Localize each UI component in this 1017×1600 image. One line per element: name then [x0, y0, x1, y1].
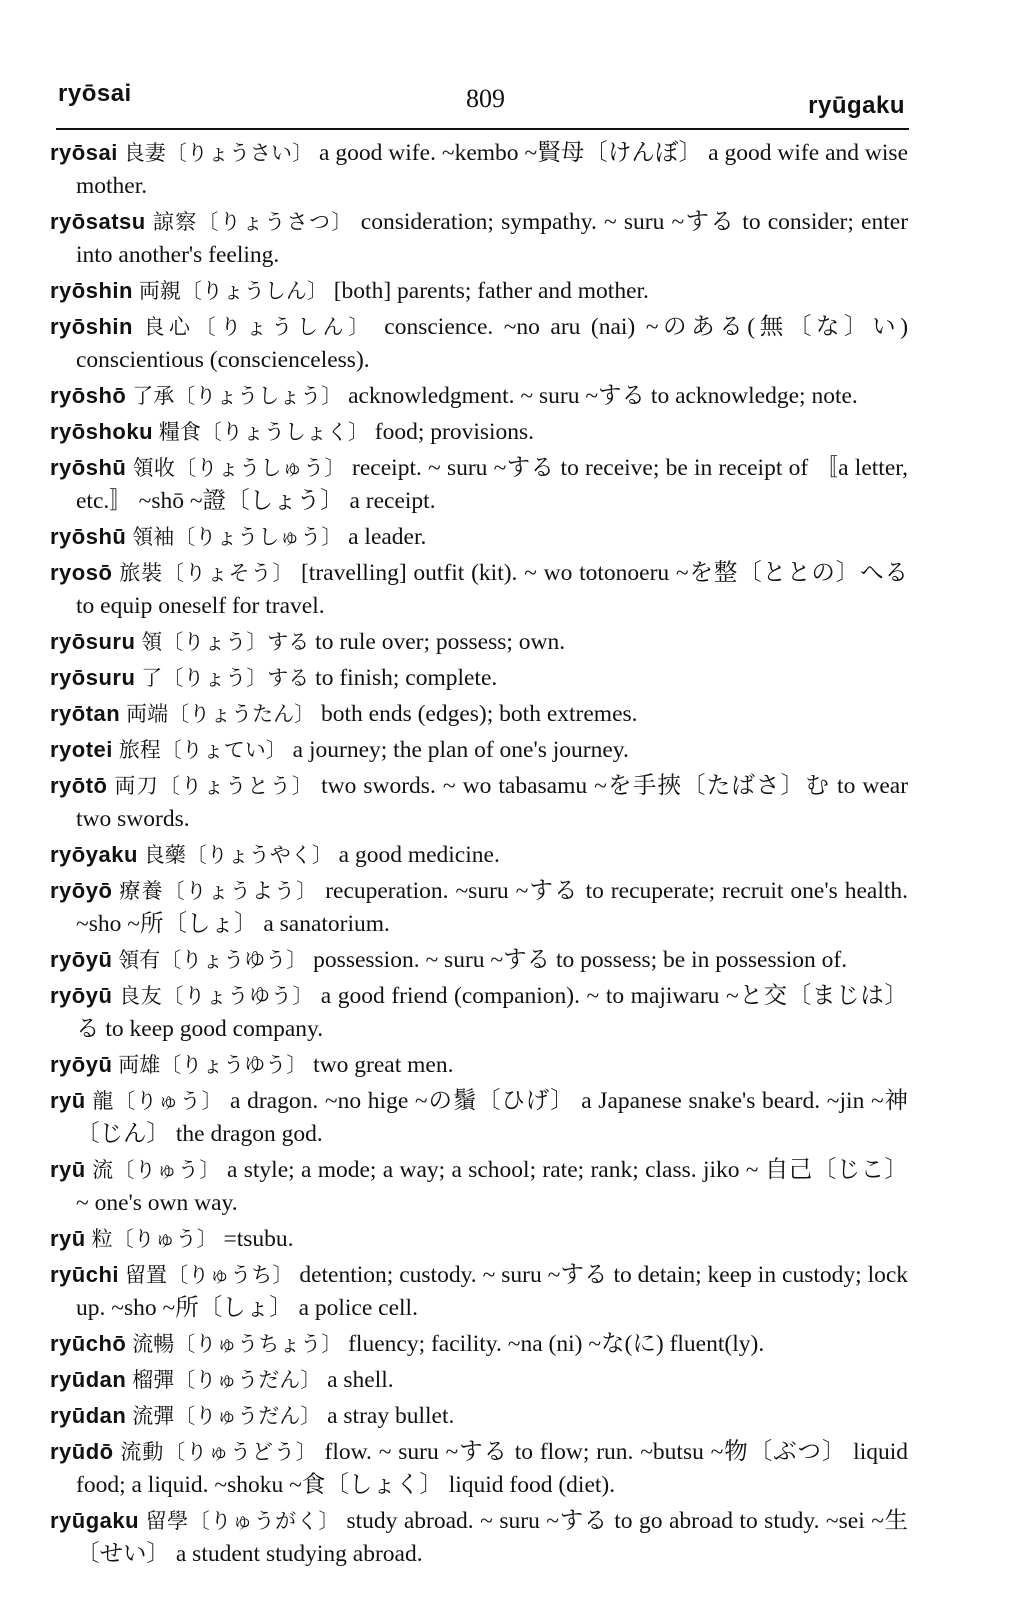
entry [50, 1048, 908, 1082]
headword: ryūchō [50, 1331, 127, 1356]
definition: receipt. ~ suru ~する to receive; be in receipt of 〚a letter, etc.〛 ~shō ~證〔しょう〕 a receipt. [76, 455, 909, 514]
kanji-reading: 両端〔りょうたん〕 [126, 702, 316, 726]
entry [50, 1435, 908, 1502]
kanji-reading: 粒〔りゅう〕 [91, 1227, 218, 1251]
entry [50, 379, 908, 413]
entry-list [50, 136, 908, 1573]
definition: to rule over; possess; own. [315, 629, 566, 655]
headword: ryōshin [50, 314, 133, 339]
kanji-reading: 流暢〔りゅうちょう〕 [132, 1332, 343, 1356]
entry [50, 1258, 908, 1325]
headword: ryōshū [50, 455, 127, 480]
kanji-reading: 流動〔りゅうどう〕 [120, 1440, 318, 1464]
kanji-reading: 良友〔りょうゆう〕 [119, 984, 315, 1008]
entry [50, 310, 908, 377]
definition: a dragon. ~no hige ~の鬚〔ひげ〕 a Japanese snake's beard. ~jin ~神〔じん〕 the dragon god. [76, 1088, 909, 1147]
definition: possession. ~ suru ~する to possess; be in possession of. [313, 947, 848, 973]
entry [50, 943, 908, 977]
definition: two great men. [313, 1052, 454, 1078]
kanji-reading: 良藥〔りょうやく〕 [143, 843, 333, 867]
entry [50, 451, 908, 518]
headword: ryōtan [50, 701, 121, 726]
entry [50, 1399, 908, 1433]
kanji-reading: 龍〔りゅう〕 [92, 1089, 224, 1113]
entry [50, 274, 908, 308]
definition: fluency; facility. ~na (ni) ~な(に) fluent(ly). [348, 1331, 765, 1357]
definition: both ends (edges); both extremes. [321, 701, 638, 727]
header-left-guide-word: ryōsai [58, 80, 132, 107]
headword: ryōtō [50, 773, 108, 798]
headword: ryūchi [50, 1262, 120, 1287]
definition: [both] parents; father and mother. [333, 278, 649, 304]
headword: ryū [50, 1088, 86, 1113]
headword: ryūdō [50, 1439, 114, 1464]
definition: detention; custody. ~ suru ~する to detain; keep in custody; lock up. ~sho ~所〔しょ〕 a police cell. [76, 1262, 909, 1321]
definition: food; provisions. [374, 419, 535, 445]
headword: ryōshō [50, 383, 127, 408]
headword: ryōsatsu [50, 209, 146, 234]
definition: a journey; the plan of one's journey. [292, 737, 629, 763]
kanji-reading: 旅程〔りょてい〕 [118, 738, 287, 762]
definition: a good friend (companion). ~ to majiwaru ~と交〔まじは〕る to keep good company. [76, 983, 909, 1042]
headword: ryōsuru [50, 665, 136, 690]
headword: ryōyaku [50, 842, 138, 867]
kanji-reading: 良妻〔りょうさい〕 [123, 141, 314, 165]
headword: ryūgaku [50, 1508, 140, 1533]
kanji-reading: 了〔りょう〕する [141, 666, 310, 690]
kanji-reading: 領〔りょう〕する [141, 630, 310, 654]
kanji-reading: 療養〔りょうよう〕 [119, 879, 319, 903]
headword: ryūdan [50, 1367, 127, 1392]
entry [50, 1327, 908, 1361]
entry [50, 1363, 908, 1397]
headword: ryūdan [50, 1403, 127, 1428]
headword: ryū [50, 1226, 86, 1251]
entry [50, 838, 908, 872]
kanji-reading: 諒察〔りょうさつ〕 [152, 210, 354, 234]
headword: ryū [50, 1157, 86, 1182]
entry [50, 1153, 908, 1220]
kanji-reading: 留學〔りゅうがく〕 [145, 1509, 340, 1533]
kanji-reading: 領有〔りょうゆう〕 [118, 948, 308, 972]
kanji-reading: 流〔りゅう〕 [92, 1158, 221, 1182]
header-right-guide-word: ryūgaku [808, 92, 905, 119]
kanji-reading: 両刀〔りょうとう〕 [114, 774, 315, 798]
page-number: 809 [466, 84, 505, 113]
entry [50, 520, 908, 554]
entry [50, 1504, 908, 1571]
kanji-reading: 糧食〔りょうしょく〕 [158, 420, 369, 444]
entry [50, 205, 908, 272]
entry [50, 979, 908, 1046]
headword: ryōyū [50, 983, 113, 1008]
definition: a good medicine. [338, 842, 500, 868]
definition: [travelling] outfit (kit). ~ wo totonoeru ~を整〔ととの〕へる to equip oneself for travel. [76, 560, 909, 619]
entry [50, 733, 908, 767]
headword: ryosō [50, 560, 113, 585]
page-header [0, 0, 1017, 130]
kanji-reading: 流彈〔りゅうだん〕 [132, 1404, 322, 1428]
kanji-reading: 旅裝〔りょそう〕 [119, 561, 295, 585]
kanji-reading: 良心〔りょうしん〕 [143, 315, 374, 339]
definition: =tsubu. [223, 1226, 294, 1252]
definition: a good wife. ~kembo ~賢母〔けんぼ〕 a good wife and wise mother. [76, 140, 909, 199]
kanji-reading: 留置〔りゅうち〕 [124, 1263, 294, 1287]
headword: ryōyū [50, 1052, 113, 1077]
definition: a shell. [327, 1367, 394, 1393]
definition: a style; a mode; a way; a school; rate; rank; class. jiko ~ 自己〔じこ〕~ one's own way. [76, 1157, 909, 1216]
definition: recuperation. ~suru ~する to recuperate; recruit one's health. ~sho ~所〔しょ〕 a sanatorium. [76, 878, 908, 937]
headword: ryōyō [50, 878, 113, 903]
kanji-reading: 了承〔りょうしょう〕 [132, 384, 343, 408]
definition: to finish; complete. [315, 665, 498, 691]
entry [50, 136, 908, 203]
definition: a leader. [348, 524, 427, 550]
kanji-reading: 領收〔りょうしゅう〕 [132, 456, 346, 480]
headword: ryōshū [50, 524, 127, 549]
definition: two swords. ~ wo tabasamu ~を手挾〔たばさ〕む to wear two swords. [76, 773, 909, 832]
entry [50, 874, 908, 941]
kanji-reading: 両雄〔りょうゆう〕 [118, 1053, 308, 1077]
entry [50, 556, 908, 623]
headword: ryōyū [50, 947, 113, 972]
entry [50, 1222, 908, 1256]
entry [50, 661, 908, 695]
headword: ryōsai [50, 140, 118, 165]
headword: ryōsuru [50, 629, 136, 654]
kanji-reading: 両親〔りょうしん〕 [138, 279, 328, 303]
definition: flow. ~ suru ~する to flow; run. ~butsu ~物〔ぶつ〕 liquid food; a liquid. ~shoku ~食〔しょく〕 liquid food (diet). [76, 1439, 909, 1498]
kanji-reading: 領袖〔りょうしゅう〕 [132, 525, 343, 549]
definition: study abroad. ~ suru ~する to go abroad to study. ~sei ~生〔せい〕 a student studying abroad. [76, 1508, 909, 1567]
kanji-reading: 榴彈〔りゅうだん〕 [132, 1368, 322, 1392]
headword: ryōshoku [50, 419, 154, 444]
definition: consideration; sympathy. ~ suru ~する to consider; enter into another's feeling. [76, 209, 909, 268]
entry [50, 625, 908, 659]
definition: conscience. ~no aru (nai) ~のある(無〔な〕い) conscientious (conscienceless). [76, 314, 909, 373]
entry [50, 1084, 908, 1151]
header-rule [56, 128, 909, 130]
entry [50, 415, 908, 449]
definition: acknowledgment. ~ suru ~する to acknowledge; note. [348, 383, 858, 409]
headword: ryōshin [50, 278, 133, 303]
definition: a stray bullet. [327, 1403, 455, 1429]
headword: ryotei [50, 737, 113, 762]
entry [50, 769, 908, 836]
entry [50, 697, 908, 731]
